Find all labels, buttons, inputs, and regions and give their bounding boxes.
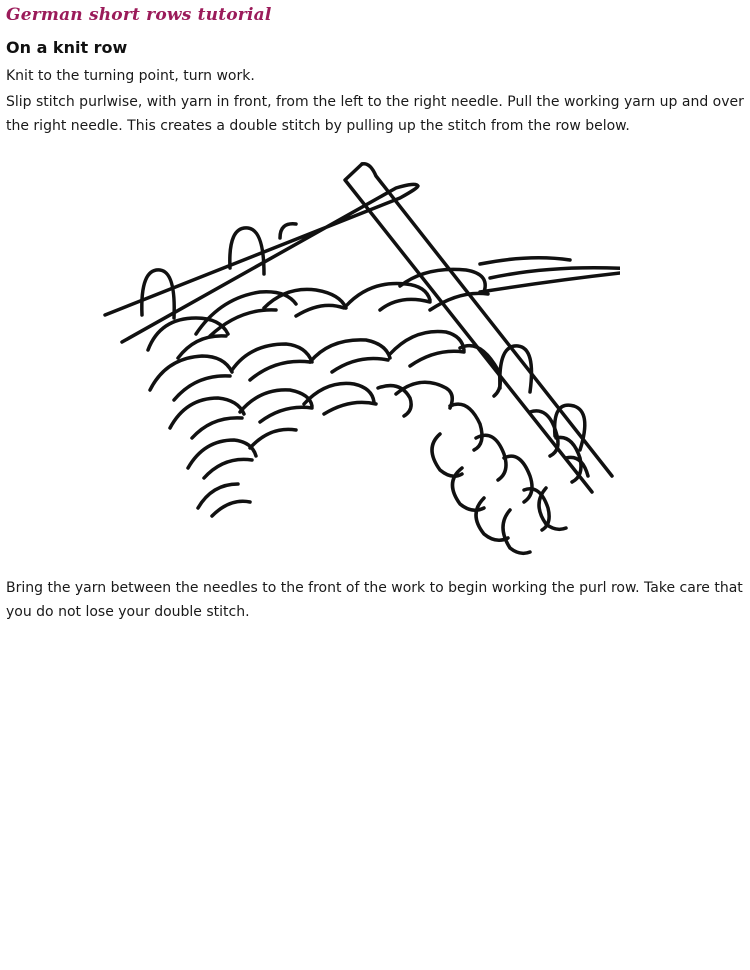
paragraph-bring-yarn-to-front: Bring the yarn between the needles to the front of the work to begin working the purl row. Take care that you do not lose your double stitch. xyxy=(6,580,743,620)
paragraph-slip-stitch-instructions: Slip stitch purlwise, with yarn in front, from the left to the right needle. Pull the working yarn up and over the right needle. This creates a double stitch by pulling up the stitch from the row below. xyxy=(6,94,744,134)
right-needle xyxy=(362,164,612,476)
left-needle xyxy=(105,184,418,342)
section-heading: On a knit row xyxy=(6,38,128,57)
knitting-double-stitch-illustration xyxy=(100,158,620,560)
paragraph-knit-to-turning-point: Knit to the turning point, turn work. xyxy=(6,68,255,84)
stitch-loop xyxy=(280,224,296,238)
document-title: German short rows tutorial xyxy=(6,5,272,25)
stitch-loop xyxy=(230,228,264,274)
